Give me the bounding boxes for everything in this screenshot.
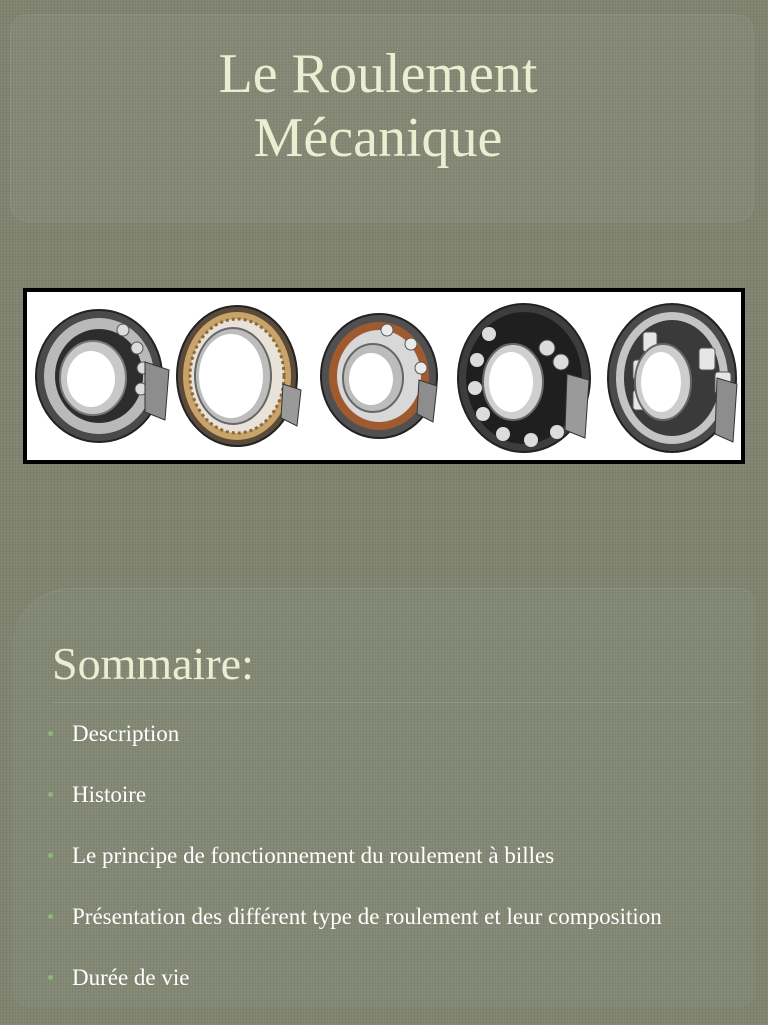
ball-bearing-2-image — [321, 314, 437, 438]
summary-heading: Sommaire: — [52, 638, 254, 689]
bearings-image — [23, 288, 745, 464]
ball-bearing-3-image — [458, 304, 590, 452]
title-panel — [10, 14, 754, 222]
roller-bearing-1-image — [177, 306, 301, 446]
summary-item-principe — [48, 842, 662, 903]
bullet-icon — [48, 792, 53, 797]
summary-item-histoire — [48, 781, 662, 842]
title-line-1: Le Roulement — [218, 43, 538, 105]
summary-item-label: Présentation des différent type de roulement et leur composition — [72, 904, 662, 929]
summary-item-label: Durée de vie — [72, 965, 190, 990]
summary-item-description — [48, 720, 662, 781]
summary-item-label: Description — [72, 721, 180, 746]
summary-item-label: Le principe de fonctionnement du roulement à billes — [72, 843, 555, 868]
bullet-icon — [48, 853, 53, 858]
summary-item-duree — [48, 964, 662, 1025]
summary-list — [48, 720, 662, 1025]
summary-panel — [12, 588, 756, 1008]
bullet-icon — [48, 914, 53, 919]
summary-item-label: Histoire — [72, 782, 147, 807]
title-line-2: Mécanique — [253, 107, 503, 169]
summary-divider — [52, 702, 742, 703]
roller-bearing-2-image — [608, 304, 737, 452]
summary-item-presentation — [48, 903, 662, 964]
ball-bearing-1-image — [36, 310, 169, 442]
bullet-icon — [48, 731, 53, 736]
bullet-icon — [48, 975, 53, 980]
